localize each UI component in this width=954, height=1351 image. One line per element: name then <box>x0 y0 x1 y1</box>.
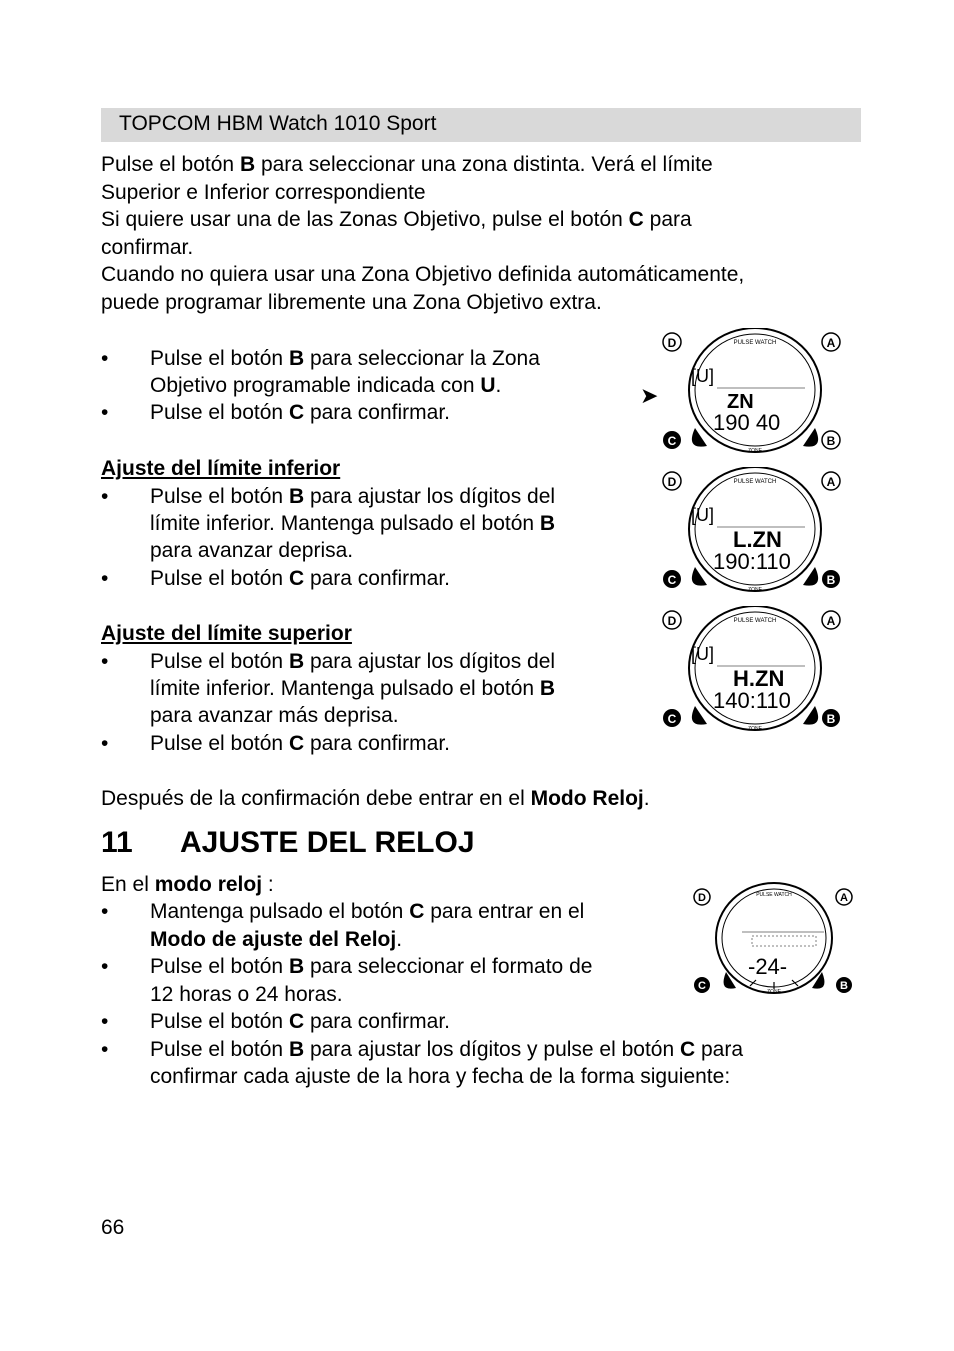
svg-text:D: D <box>667 614 677 628</box>
watch-brand-text: PULSE WATCH <box>733 340 777 346</box>
lower-limit-heading: Ajuste del límite inferior <box>101 457 341 480</box>
watch-line1: L.ZN <box>733 527 782 552</box>
watch-illustration-zone-select <box>655 328 855 458</box>
svg-text:B: B <box>826 573 836 587</box>
watch-zone-label: ZONE <box>748 726 762 732</box>
watch-mode-indicator: [U] <box>691 366 715 386</box>
watch-illustration-clock-format <box>690 882 858 998</box>
watch-illustration-lower-limit <box>655 467 855 597</box>
watch-line1: ZN <box>727 391 754 413</box>
after-confirmation-text: Después de la confirmación debe entrar en el Modo Reloj. <box>101 787 650 810</box>
watch-mode-indicator: [U] <box>691 644 715 664</box>
svg-text:A: A <box>826 475 836 489</box>
watch-line2: 190 40 <box>713 410 781 435</box>
svg-text:A: A <box>840 892 848 904</box>
svg-text:B: B <box>826 434 836 448</box>
svg-text:D: D <box>667 336 677 350</box>
watch-zone-label: ZONE <box>748 448 762 454</box>
watch-zone-label: ZONE <box>767 989 781 995</box>
svg-text:A: A <box>826 336 836 350</box>
watch-brand-text: PULSE WATCH <box>733 618 777 624</box>
svg-text:D: D <box>698 892 706 904</box>
watch-brand-text: PULSE WATCH <box>733 479 777 485</box>
watch-line2: -24- <box>748 954 788 979</box>
watch-mode-indicator: [U] <box>691 505 715 525</box>
page-number: 66 <box>101 1216 125 1239</box>
watch-line2: 140:110 <box>713 688 791 713</box>
svg-text:A: A <box>826 614 836 628</box>
header-title: TOPCOM HBM Watch 1010 Sport <box>119 112 437 135</box>
svg-text:C: C <box>667 434 677 448</box>
watch-line1: H.ZN <box>733 666 785 691</box>
svg-text:B: B <box>826 712 836 726</box>
svg-text:C: C <box>667 573 677 587</box>
section-number: 11 <box>101 826 133 859</box>
svg-text:B: B <box>840 980 848 992</box>
svg-text:D: D <box>667 475 677 489</box>
clock-intro: En el modo reloj : <box>101 873 274 896</box>
intro-paragraph: Pulse el botón B para seleccionar una zona distinta. Verá el límite Superior e Inferior correspondiente Si quiere usar una de las Zonas Objetivo, pulse el botón C para confirmar. Cuando no quiera usar una Zona Objetivo definida automáticamente, puede programar libremente una Zona Objetivo extra. <box>101 153 745 314</box>
upper-limit-heading: Ajuste del límite superior <box>101 622 352 645</box>
section-title: AJUSTE DEL RELOJ <box>180 826 475 859</box>
header-bar <box>101 108 861 142</box>
arrow-icon: ➤ <box>640 383 659 408</box>
svg-text:C: C <box>698 980 706 992</box>
watch-line2: 190:110 <box>713 549 791 574</box>
svg-text:C: C <box>667 712 677 726</box>
watch-zone-label: ZONE <box>748 587 762 593</box>
watch-illustration-upper-limit <box>655 606 855 736</box>
watch-brand-text: PULSE WATCH <box>756 892 792 898</box>
